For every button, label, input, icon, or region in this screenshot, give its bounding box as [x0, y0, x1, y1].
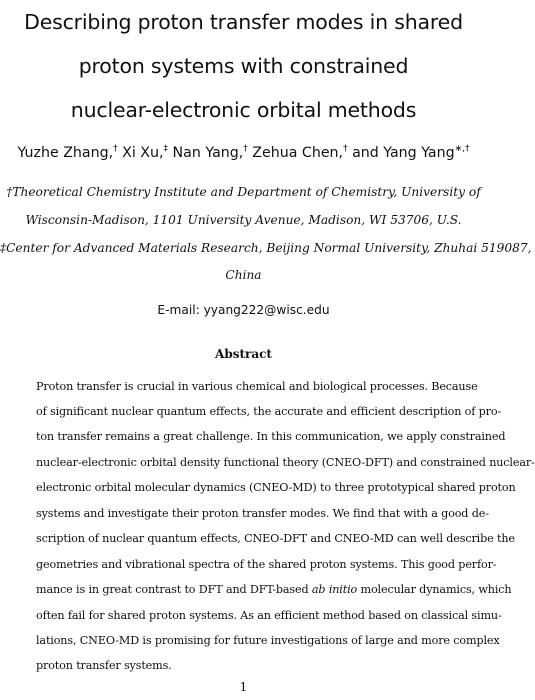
- title-line: proton systems with constrained: [78, 54, 409, 78]
- abstract-heading: Abstract: [215, 347, 272, 361]
- abstract-line: electronic orbital molecular dynamics (CNEO-MD) to three prototypical shared proton: [36, 481, 516, 494]
- abstract-text: Proton transfer is crucial in various chemical and biological processes. Because: [36, 380, 478, 393]
- affiliation-mark: ∗,†: [454, 144, 470, 154]
- paper-title: [0, 0, 487, 132]
- abstract-line: [36, 380, 478, 393]
- title-line: Describing proton transfer modes in shared: [24, 10, 463, 34]
- author-name: Nan Yang,: [172, 145, 244, 161]
- affiliation-line: Wisconsin-Madison, 1101 University Avenue, Madison, WI 53706, U.S.: [25, 213, 462, 227]
- affiliation-mark: ‡: [163, 144, 169, 154]
- affiliation-line: ‡Center for Advanced Materials Research, Beijing Normal University, Zhuhai 519087,: [0, 241, 532, 255]
- abstract-line: scription of nuclear quantum effects, CNEO-DFT and CNEO-MD can well describe the: [36, 532, 515, 545]
- abstract-line: proton transfer systems.: [36, 659, 172, 672]
- affiliation-line: †Theoretical Chemistry Institute and Department of Chemistry, University of: [6, 185, 481, 199]
- affiliation-mark: †: [343, 144, 348, 154]
- abstract-line: nuclear-electronic orbital density functional theory (CNEO-DFT) and constrained nuclear-: [36, 456, 535, 469]
- author-name: and Yang Yang: [352, 145, 455, 161]
- page-number: 1: [239, 680, 248, 694]
- affiliation-line: China: [225, 268, 262, 282]
- abstract-line: often fail for shared proton systems. As an efficient method based on classical simu-: [36, 609, 502, 622]
- abstract-line: lations, CNEO-MD is promising for future investigations of large and more complex: [36, 634, 500, 647]
- title-line: nuclear-electronic orbital methods: [70, 98, 417, 122]
- author-name: Zehua Chen,: [252, 145, 344, 161]
- affiliation-mark: †: [113, 144, 118, 154]
- author-name: Xi Xu,: [122, 145, 164, 161]
- contact-email: E-mail: yyang222@wisc.edu: [157, 303, 330, 317]
- abstract-line: systems and investigate their proton transfer modes. We find that with a good de-: [36, 507, 489, 520]
- author-list: [0, 144, 487, 161]
- affiliation-mark: †: [243, 144, 248, 154]
- abstract-line: geometries and vibrational spectra of the shared proton systems. This good perfor-: [36, 558, 497, 571]
- author-name: Yuzhe Zhang,: [17, 145, 114, 161]
- abstract-line: mance is in great contrast to DFT and DFT-based ab initio molecular dynamics, which: [36, 583, 512, 596]
- abstract-line: of significant nuclear quantum effects, the accurate and efficient description of pro-: [36, 405, 502, 418]
- abstract-line: ton transfer remains a great challenge. In this communication, we apply constrained: [36, 430, 506, 443]
